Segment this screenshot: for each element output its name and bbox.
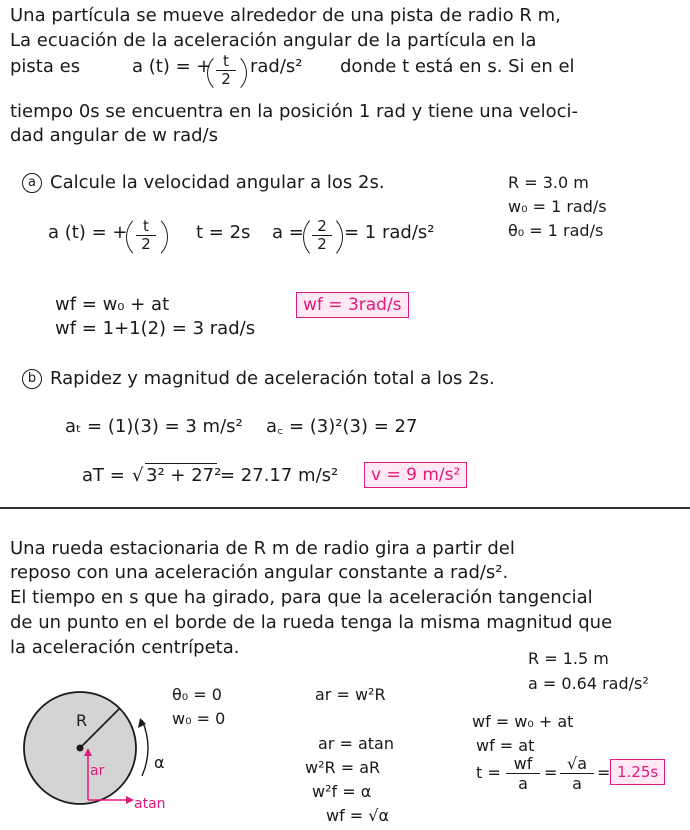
given-R: R = 3.0 m [508,173,589,192]
problem2-line4: de un punto en el borde de la rueda tenga la misma magnitud que [10,612,613,633]
fraction-num: wf [506,754,540,774]
problem1-line4: tiempo 0s se encuentra en la posición 1 rad y tiene una veloci- [10,101,579,122]
p2-right-eq1: wf = w₀ + at [472,712,574,731]
fraction-den: 2 [221,70,231,88]
sqrt-icon: √ [132,465,144,486]
fraction [216,53,236,88]
equals-sign: = [544,763,558,782]
p2-ar-eq: ar = w²R [315,685,386,704]
fraction-num: t [216,53,236,71]
fraction-den: 2 [141,235,151,253]
part-a-eq1: a (t) = + [48,222,128,243]
part-a-question: Calcule la velocidad angular a los 2s. [50,172,385,193]
problem1-line1: Una partícula se mueve alrededor de una pista de radio R m, [10,5,561,26]
section-divider [0,507,690,509]
diagram-ar-label: ar [90,763,105,779]
part-a-eq4: wf = w₀ + at [55,294,170,315]
fraction [312,218,332,253]
p2-right-eq3: t = [476,763,501,782]
part-a-label: a [22,173,42,193]
diagram-R-label: R [76,711,88,730]
problem2-line2: reposo con una aceleración angular constante a rad/s². [10,562,509,583]
problem1-line3-b: a (t) = + [132,56,212,77]
diagram-alpha-label: α [154,753,165,772]
equals-sign: = [597,763,611,782]
part-a-eq2: t = 2s [196,222,251,243]
atan-arrowhead-icon [126,796,134,804]
problem2-line1: Una rueda estacionaria de R m de radio gira a partir del [10,538,515,559]
part-a-answer-box: wf = 3rad/s [296,292,409,318]
problem2-line3: El tiempo en s que ha girado, para que la aceleración tangencial [10,587,593,608]
fraction-den: a [518,774,528,793]
problem1-line2: La ecuación de la aceleración angular de la partícula en la [10,30,537,51]
p2-answer-box: 1.25s [610,759,665,785]
fraction [506,754,540,793]
problem1-line5: dad angular de w rad/s [10,125,218,146]
part-b-eq2: a꜀ = (3)²(3) = 27 [266,416,418,437]
fraction-num: √a [560,754,594,774]
problem1-line3-a: pista es [10,56,81,77]
problem1-line3-c: rad/s² [250,56,303,77]
center-dot [77,745,84,752]
part-b-eq3-result: = 27.17 m/s² [220,465,339,486]
given-theta0: θ₀ = 1 rad/s [508,221,604,240]
p2-w0: w₀ = 0 [172,709,226,728]
fraction-den: 2 [317,235,327,253]
problem1-line3-d: donde t está en s. Si en el [340,56,575,77]
p2-right-eq2: wf = at [476,736,535,755]
p2-theta0: θ₀ = 0 [172,685,222,704]
part-b-eq3-root: 3² + 27² [146,465,222,486]
p2-eq: ar = atan [318,734,394,753]
part-b-answer-box: v = 9 m/s² [364,462,467,488]
part-a-eq3-result: = 1 rad/s² [344,222,435,243]
p2-given-a: a = 0.64 rad/s² [528,674,649,693]
fraction-den: a [572,774,582,793]
diagram-atan-label: atan [134,796,166,812]
part-b-question: Rapidez y magnitud de aceleración total a los 2s. [50,368,495,389]
part-b-label: b [22,369,42,389]
part-a-eq5: wf = 1+1(2) = 3 rad/s [55,318,256,339]
p2-given-R: R = 1.5 m [528,649,609,668]
part-b-eq1: aₜ = (1)(3) = 3 m/s² [65,416,243,437]
fraction-num: t [136,218,156,236]
alpha-arc [142,720,148,776]
given-w0: w₀ = 1 rad/s [508,197,607,216]
fraction-num: 2 [312,218,332,236]
problem2-line5: la aceleración centrípeta. [10,637,240,658]
fraction [560,754,594,793]
p2-eq: w²R = aR [305,758,381,777]
part-b-eq3: aT = [82,465,125,486]
p2-eq: w²f = α [312,782,372,801]
p2-eq: wf = √α [326,806,390,825]
part-a-eq3: a = [272,222,304,243]
fraction [136,218,156,253]
